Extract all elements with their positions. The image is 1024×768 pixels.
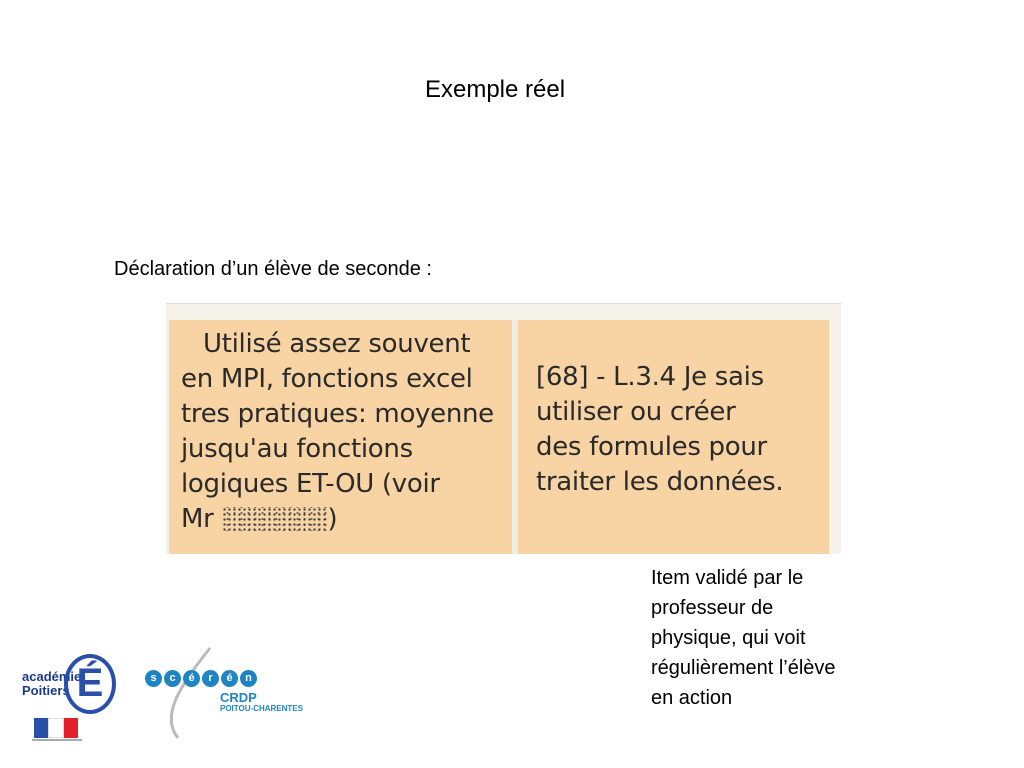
excerpt-table xyxy=(169,320,829,554)
comment-line-last xyxy=(181,502,512,537)
slide-title: Exemple réel xyxy=(424,76,566,103)
intro-text: Déclaration d’un élève de seconde : xyxy=(114,258,432,280)
republique-francaise-mark xyxy=(32,739,82,741)
caption-line: professeur de xyxy=(651,597,774,619)
student-comment-cell xyxy=(169,320,518,554)
sceren-letters: s c é r é n xyxy=(145,670,257,687)
item-line: des formules pour xyxy=(536,432,767,462)
item-line: traiter les données. xyxy=(536,467,784,497)
caption-line: Item validé par le xyxy=(651,567,804,589)
comment-line: logiques ET-OU (voir xyxy=(181,469,440,499)
comment-line: tres pratiques: moyenne xyxy=(181,399,494,429)
comment-line: Utilisé assez souvent xyxy=(203,329,471,359)
caption-line: physique, qui voit xyxy=(651,627,806,649)
caption-line: régulièrement l’élève xyxy=(651,657,836,679)
caption-line: en action xyxy=(651,687,733,709)
caption xyxy=(651,563,901,713)
crdp-text: CRDP POITOU-CHARENTES xyxy=(220,690,303,713)
academie-poitiers-logo xyxy=(22,644,122,744)
item-line: utiliser ou créer xyxy=(536,397,736,427)
student-excerpt xyxy=(166,303,841,554)
redacted-name xyxy=(222,507,328,531)
academie-logo-text: académie Poitiers xyxy=(22,669,82,698)
sceren-crdp-logo xyxy=(140,646,310,742)
french-flag-icon xyxy=(34,718,78,738)
comment-line: en MPI, fonctions excel xyxy=(181,364,473,394)
comment-prefix: Mr xyxy=(181,504,214,534)
item-line: [68] - L.3.4 Je sais xyxy=(536,362,764,392)
comment-line: jusqu'au fonctions xyxy=(181,434,413,464)
comment-suffix: ) xyxy=(327,504,338,534)
competency-item-cell xyxy=(518,320,783,554)
academie-e-emblem: É xyxy=(64,654,116,714)
